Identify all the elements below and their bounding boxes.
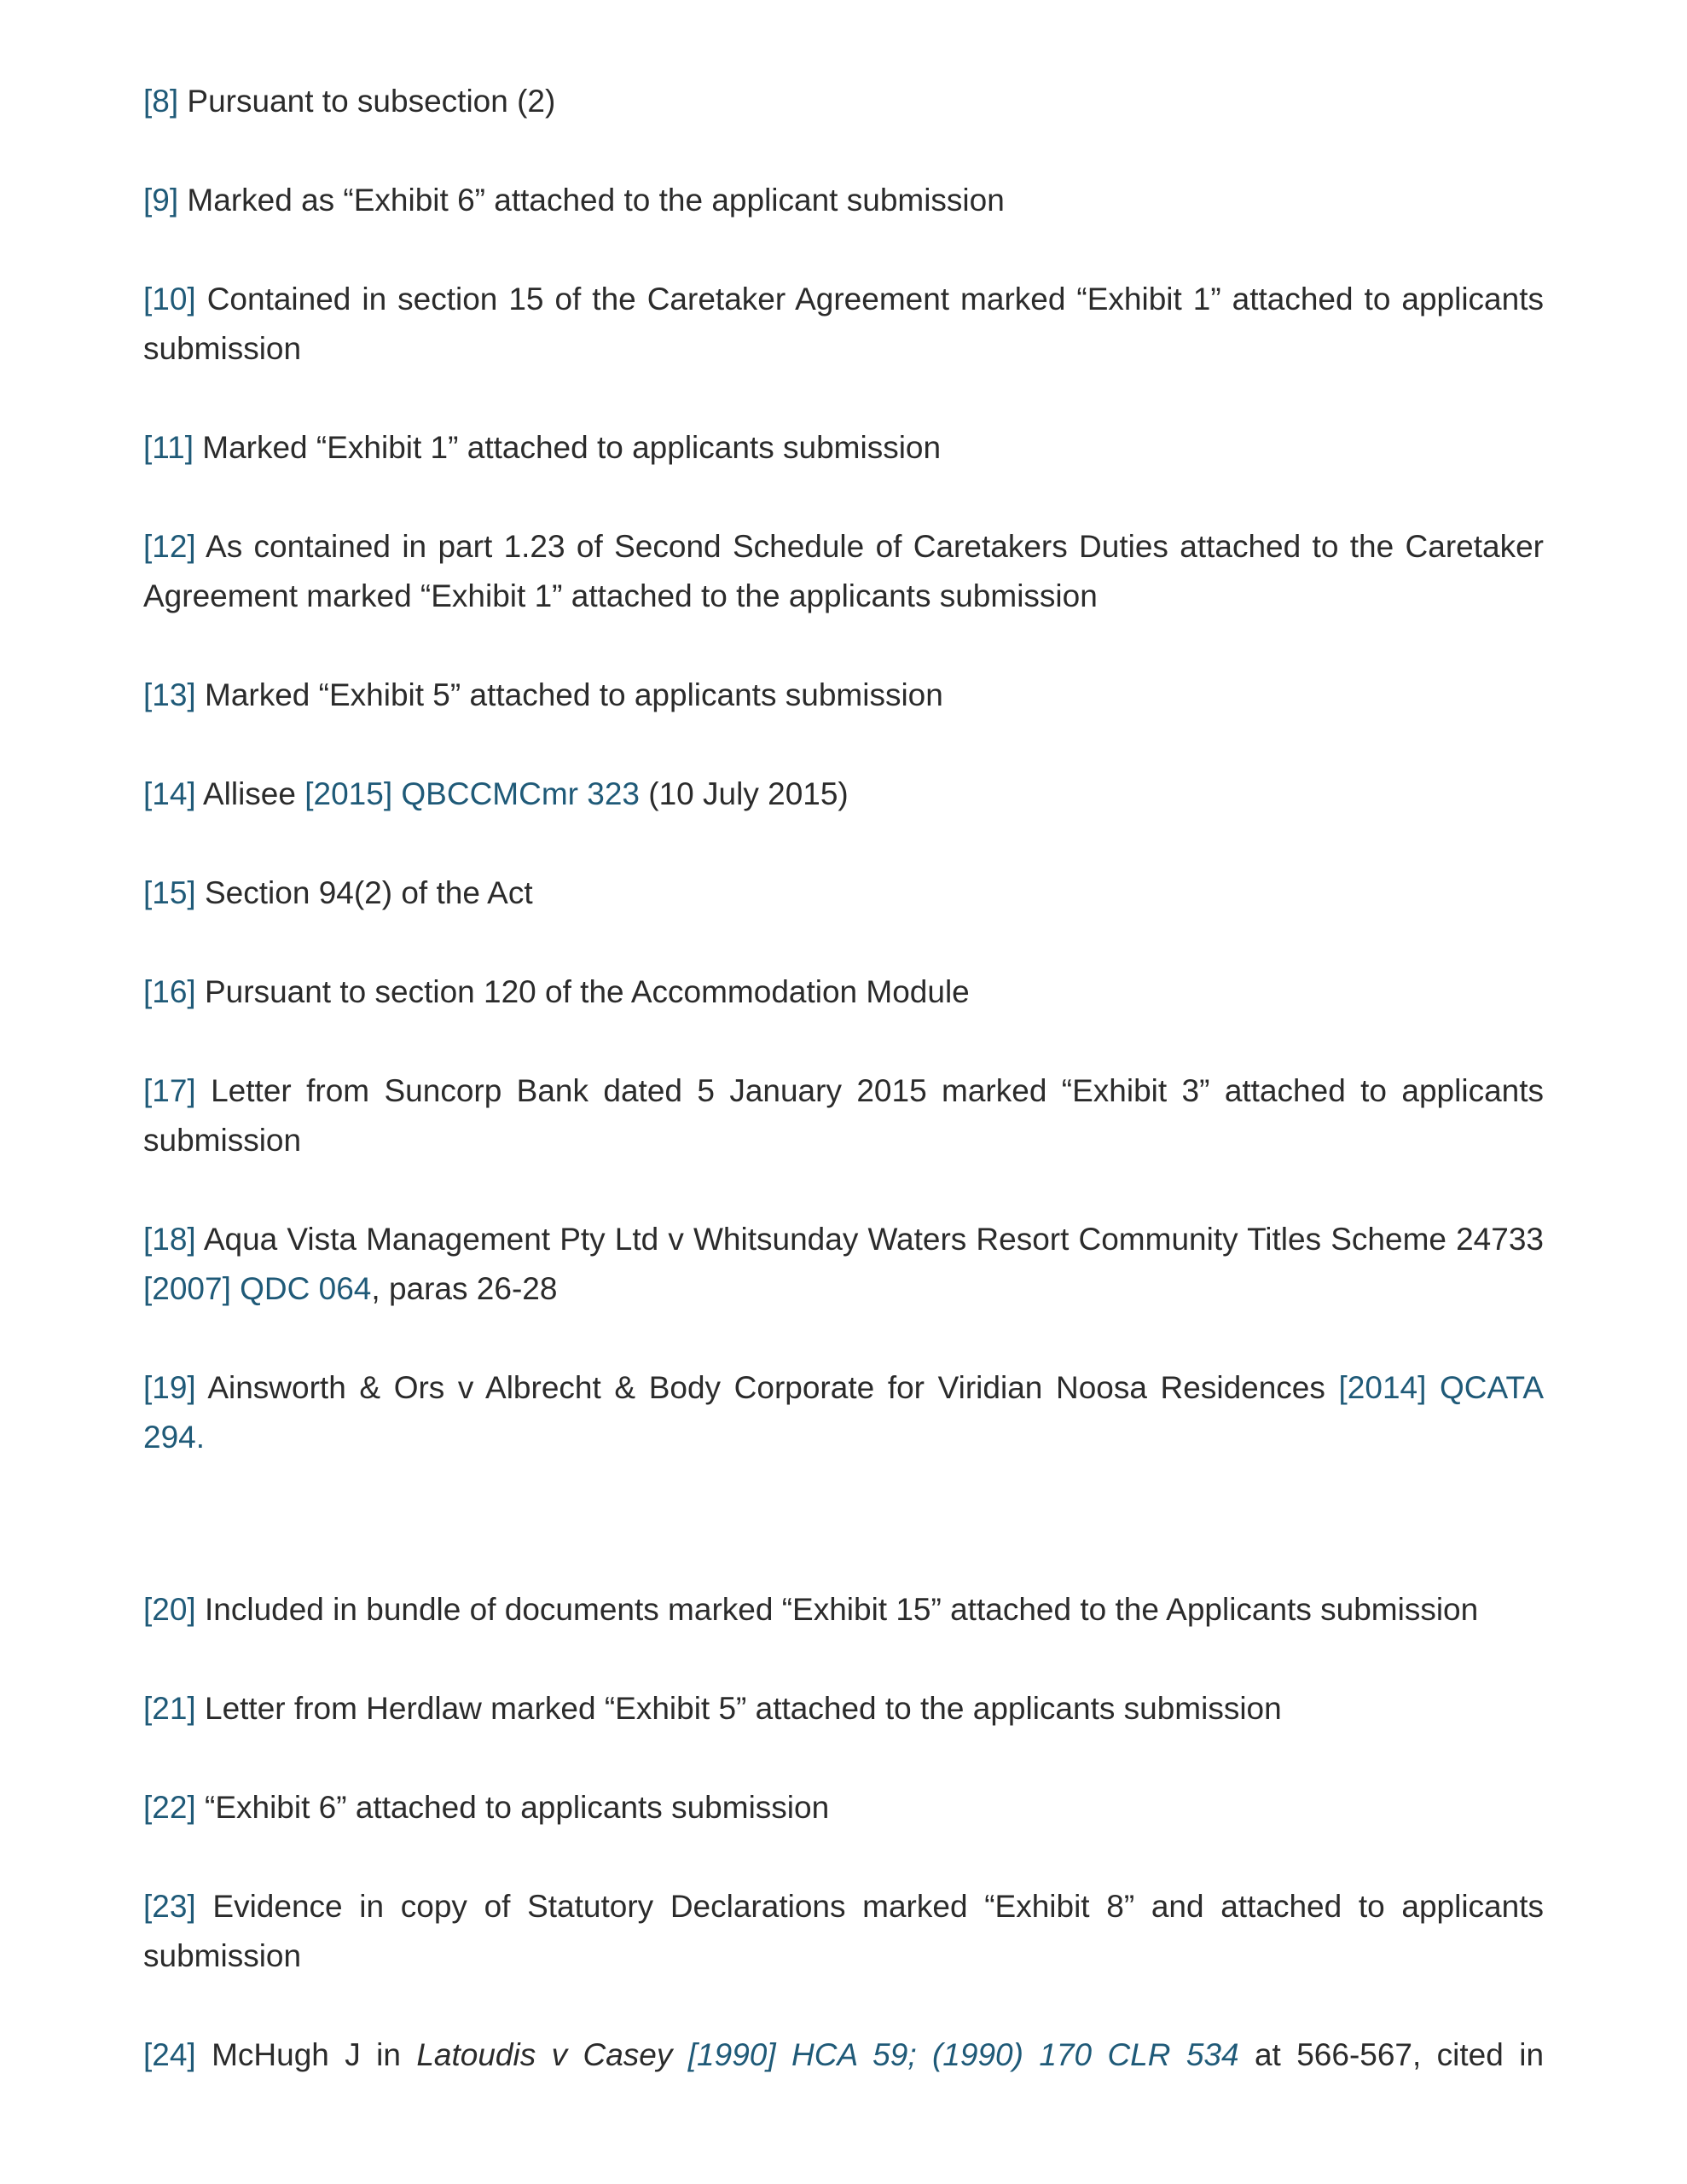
footnote-text: Marked “Exhibit 5” attached to applicants submission xyxy=(205,677,943,712)
footnote-text: Marked as “Exhibit 6” attached to the applicant submission xyxy=(187,183,1005,218)
footnote-ref-8[interactable]: [8] xyxy=(143,84,179,119)
footnote-ref-13[interactable]: [13] xyxy=(143,677,196,712)
footnote-ref-20[interactable]: [20] xyxy=(143,1592,196,1627)
footnote-text: Contained in section 15 of the Caretaker Agreement marked “Exhibit 1” attached to applicants submission xyxy=(143,282,1544,366)
citation-link[interactable]: [1990] HCA 59; (1990) 170 CLR 534 xyxy=(687,2037,1239,2072)
footnote-ref-19[interactable]: [19] xyxy=(143,1370,196,1405)
footnote-23 xyxy=(143,1882,1544,1981)
footnote-ref-21[interactable]: [21] xyxy=(143,1691,196,1726)
footnote-ref-22[interactable]: [22] xyxy=(143,1790,196,1825)
footnote-16 xyxy=(143,967,1544,1017)
footnote-21 xyxy=(143,1684,1544,1734)
footnote-text: Marked “Exhibit 1” attached to applicants submission xyxy=(202,430,942,465)
footnote-ref-17[interactable]: [17] xyxy=(143,1073,196,1108)
footnote-ref-24[interactable]: [24] xyxy=(143,2037,196,2072)
footnote-text: Letter from Herdlaw marked “Exhibit 5” attached to the applicants submission xyxy=(205,1691,1282,1726)
footnote-14 xyxy=(143,770,1544,819)
footnote-text: , paras 26-28 xyxy=(371,1271,558,1306)
footnote-20 xyxy=(143,1585,1544,1635)
footnote-18 xyxy=(143,1215,1544,1314)
footnote-11 xyxy=(143,423,1544,473)
footnote-8 xyxy=(143,77,1544,126)
footnote-17 xyxy=(143,1066,1544,1165)
citation-link[interactable]: [2014] QCATA 294. xyxy=(143,1370,1544,1455)
footnote-text: McHugh J in xyxy=(212,2037,401,2072)
footnote-ref-16[interactable]: [16] xyxy=(143,974,196,1009)
footnote-text: Section 94(2) of the Act xyxy=(205,875,533,910)
footnote-22 xyxy=(143,1783,1544,1833)
footnote-ref-15[interactable]: [15] xyxy=(143,875,196,910)
footnote-ref-11[interactable]: [11] xyxy=(143,430,194,465)
footnote-13 xyxy=(143,671,1544,720)
footnote-19 xyxy=(143,1363,1544,1462)
citation-link[interactable]: [2015] QBCCMCmr 323 xyxy=(304,776,640,811)
footnote-10 xyxy=(143,275,1544,374)
footnote-text: Allisee xyxy=(202,776,296,811)
footnote-ref-12[interactable]: [12] xyxy=(143,529,196,564)
footnote-text: at 566-567, cited in xyxy=(1254,2037,1545,2072)
footnote-ref-18[interactable]: [18] xyxy=(143,1222,196,1257)
footnote-text: (10 July 2015) xyxy=(648,776,849,811)
case-name: Latoudis v Casey xyxy=(416,2037,673,2072)
footnote-text: Evidence in copy of Statutory Declarations marked “Exhibit 8” and attached to applicants submission xyxy=(143,1889,1544,1973)
footnote-text: Ainsworth & Ors v Albrecht & Body Corporate for Viridian Noosa Residences xyxy=(207,1370,1325,1405)
footnote-ref-10[interactable]: [10] xyxy=(143,282,196,317)
footnote-text: “Exhibit 6” attached to applicants submission xyxy=(205,1790,830,1825)
footnote-text: Letter from Suncorp Bank dated 5 January 2015 marked “Exhibit 3” attached to applicants submission xyxy=(143,1073,1544,1158)
footnote-text: Aqua Vista Management Pty Ltd v Whitsunday Waters Resort Community Titles Scheme 24733 xyxy=(203,1222,1544,1257)
footnote-text: Pursuant to section 120 of the Accommodation Module xyxy=(205,974,970,1009)
footnote-text: Pursuant to subsection (2) xyxy=(187,84,556,119)
footnote-9 xyxy=(143,176,1544,225)
citation-link[interactable]: [2007] QDC 064 xyxy=(143,1271,372,1306)
footnote-ref-14[interactable]: [14] xyxy=(143,776,196,811)
footnote-15 xyxy=(143,868,1544,918)
footnote-text: Included in bundle of documents marked “Exhibit 15” attached to the Applicants submission xyxy=(205,1592,1479,1627)
footnote-24 xyxy=(143,2030,1544,2080)
footnote-ref-23[interactable]: [23] xyxy=(143,1889,196,1924)
footnote-12 xyxy=(143,522,1544,621)
footnote-ref-9[interactable]: [9] xyxy=(143,183,179,218)
footnote-text: As contained in part 1.23 of Second Schedule of Caretakers Duties attached to the Caretaker Agreement marked “Exhibit 1” attached to the applicants submission xyxy=(143,529,1544,613)
